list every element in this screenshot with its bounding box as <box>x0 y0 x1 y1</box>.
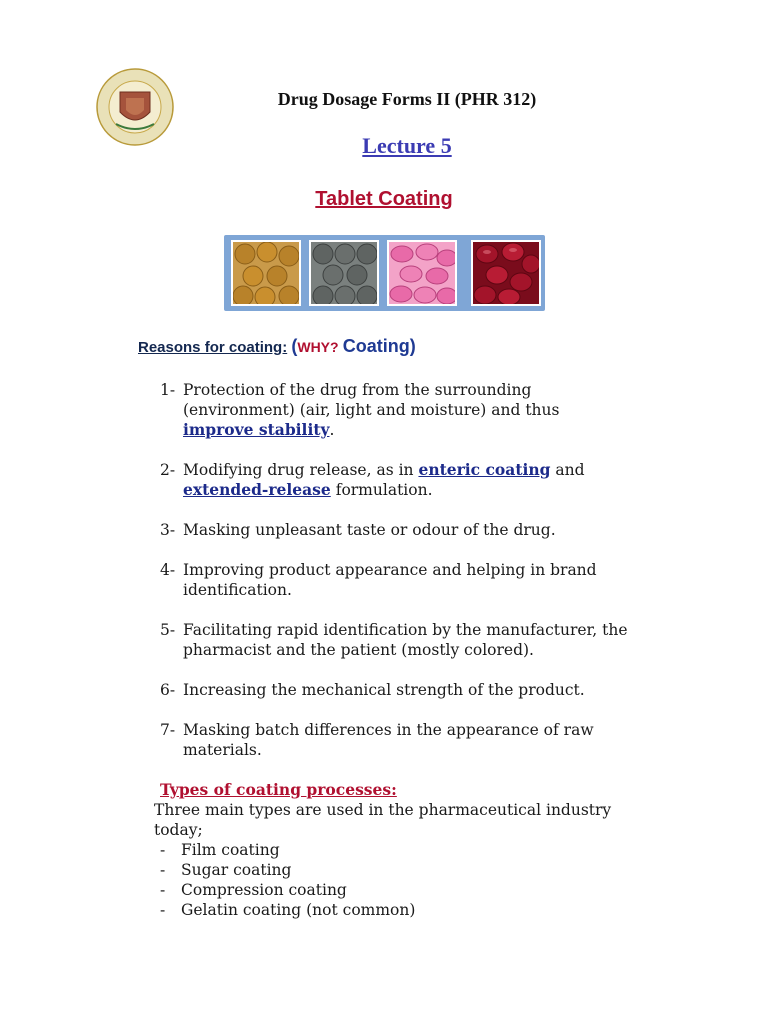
reason-item-3 <box>160 520 630 540</box>
types-intro: Three main types are used in the pharmaceutical industry today; <box>154 801 612 839</box>
reason-item-5 <box>160 620 630 660</box>
type-label: Compression coating <box>181 881 347 899</box>
types-heading: Types of coating processes: <box>160 780 397 799</box>
item-number: 3- <box>160 521 176 539</box>
item-number: 2- <box>160 461 176 479</box>
grey-tablets-image <box>309 240 379 306</box>
item-number: 4- <box>160 561 176 579</box>
item-number: 1- <box>160 381 176 399</box>
type-item-film <box>160 840 280 860</box>
bullet-dash: - <box>160 841 166 859</box>
reason-item-1 <box>160 380 630 440</box>
improve-stability-link[interactable]: improve stability <box>183 420 330 439</box>
close-paren: ) <box>409 336 416 356</box>
item-number: 5- <box>160 621 176 639</box>
bullet-dash: - <box>160 881 166 899</box>
item-text-end: formulation. <box>330 481 433 499</box>
item-text-mid: and <box>550 461 585 479</box>
extended-release-link[interactable]: extended-release <box>183 480 331 499</box>
item-number: 7- <box>160 721 176 739</box>
bullet-dash: - <box>160 901 166 919</box>
item-text: Modifying drug release, as in <box>183 461 419 479</box>
bullet-dash: - <box>160 861 166 879</box>
reasons-heading-label: Reasons for coating: <box>138 339 288 356</box>
item-text-end: . <box>329 421 335 439</box>
item-text: Improving product appearance and helping in brand identification. <box>183 561 597 599</box>
coating-label: Coating <box>342 336 410 356</box>
yellow-tablets-image <box>231 240 301 306</box>
item-text: Increasing the mechanical strength of the product. <box>183 681 585 699</box>
item-text: Masking unpleasant taste or odour of the drug. <box>183 521 556 539</box>
type-label: Sugar coating <box>181 861 292 879</box>
course-title: Drug Dosage Forms II (PHR 312) <box>277 89 537 109</box>
red-tablets-image <box>471 240 541 306</box>
reason-item-4 <box>160 560 630 600</box>
reason-item-7 <box>160 720 630 760</box>
reason-item-2 <box>160 460 630 500</box>
tablet-image-strip <box>224 235 545 311</box>
item-text: Protection of the drug from the surrounding (environment) (air, light and moisture) and thus <box>183 381 560 419</box>
reason-item-6 <box>160 680 630 700</box>
lecture-title: Lecture 5 <box>362 133 452 158</box>
why-label: WHY? <box>297 339 339 355</box>
type-item-compression <box>160 880 347 900</box>
item-text: Masking batch differences in the appearance of raw materials. <box>183 721 594 759</box>
type-item-gelatin <box>160 900 415 920</box>
topic-title: Tablet Coating <box>315 188 453 210</box>
item-text: Facilitating rapid identification by the manufacturer, the pharmacist and the patient (mostly colored). <box>183 621 628 659</box>
pink-tablets-image <box>387 240 457 306</box>
type-label: Film coating <box>181 841 280 859</box>
reasons-heading <box>138 336 416 357</box>
open-paren: ( <box>291 336 298 356</box>
type-item-sugar <box>160 860 291 880</box>
item-number: 6- <box>160 681 176 699</box>
enteric-coating-link[interactable]: enteric coating <box>418 460 551 479</box>
type-label: Gelatin coating (not common) <box>181 901 416 919</box>
